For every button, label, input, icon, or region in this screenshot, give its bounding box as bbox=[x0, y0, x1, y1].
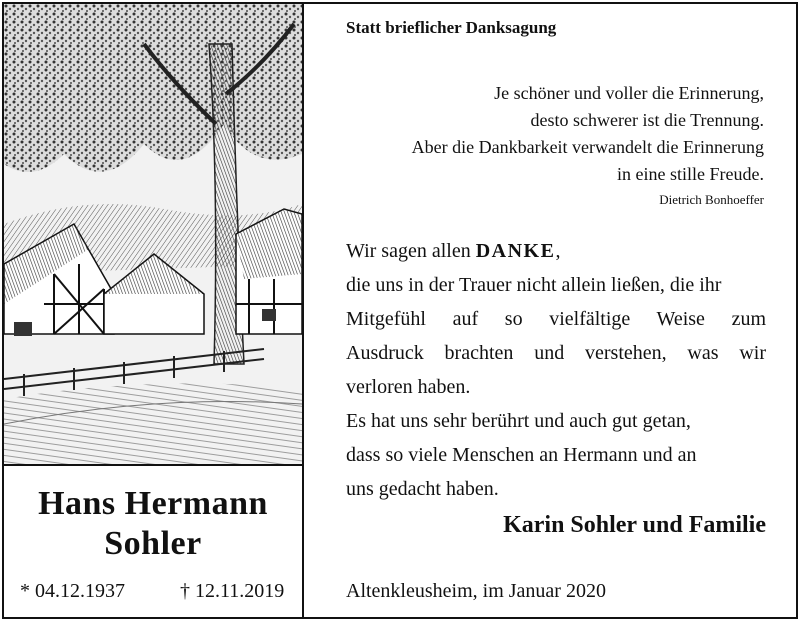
notice-heading: Statt brieflicher Danksagung bbox=[346, 18, 557, 37]
death-date: † 12.11.2019 bbox=[180, 580, 285, 602]
paragraph-line: dass so viele Menschen an Hermann und an bbox=[346, 444, 697, 466]
poem-line: Aber die Dankbarkeit verwandelt die Erinnerung bbox=[411, 137, 764, 157]
thanks-first-line bbox=[346, 234, 766, 268]
birth-date: * 04.12.1937 bbox=[20, 580, 125, 602]
quote-poem bbox=[412, 80, 764, 188]
poem-line: in eine stille Freude. bbox=[617, 164, 764, 184]
paragraph-line: Mitgefühl auf so vielfältige Weise zum bbox=[346, 308, 766, 330]
paragraph-line: verloren haben. bbox=[346, 376, 471, 398]
paragraph-line: uns gedacht haben. bbox=[346, 478, 499, 500]
deceased-name bbox=[4, 484, 302, 564]
thanks-bold: DANKE bbox=[475, 240, 556, 262]
deceased-last-name: Sohler bbox=[104, 525, 202, 562]
left-column bbox=[4, 4, 302, 617]
paragraph-line: die uns in der Trauer nicht allein ließen, die ihr bbox=[346, 274, 722, 296]
paragraph-line: Ausdruck brachten und verstehen, was wir bbox=[346, 342, 766, 364]
thanks-intro: Wir sagen allen bbox=[346, 240, 476, 262]
deceased-first-names: Hans Hermann bbox=[38, 485, 268, 522]
poem-line: desto schwerer ist die Trennung. bbox=[530, 110, 764, 130]
place-date: Altenkleusheim, im Januar 2020 bbox=[346, 580, 606, 602]
village-drawing bbox=[4, 4, 302, 466]
paragraph-line: Es hat uns sehr berührt und auch gut getan, bbox=[346, 410, 691, 432]
quote-author: Dietrich Bonhoeffer bbox=[659, 192, 764, 207]
village-drawing-svg bbox=[4, 4, 302, 464]
signature: Karin Sohler und Familie bbox=[503, 512, 766, 538]
poem-line: Je schöner und voller die Erinnerung, bbox=[494, 83, 764, 103]
right-column bbox=[304, 4, 796, 617]
thanks-paragraph bbox=[346, 234, 766, 404]
thanks-comma: , bbox=[555, 240, 561, 262]
gratitude-paragraph bbox=[346, 404, 766, 506]
